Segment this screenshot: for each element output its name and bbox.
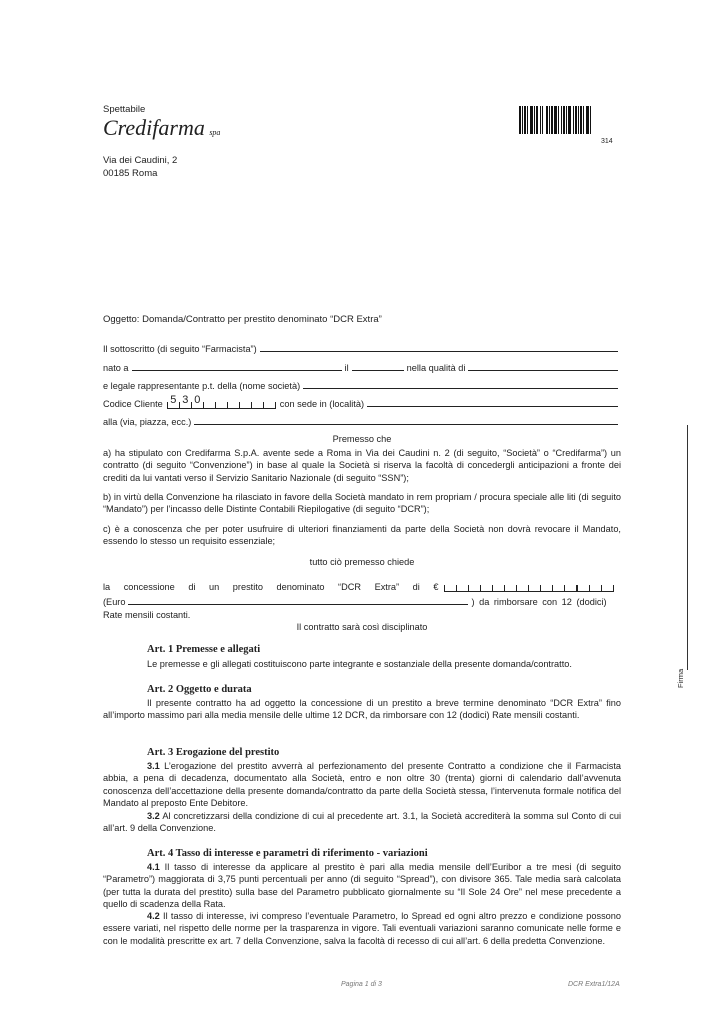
art4-1-num: 4.1	[147, 862, 160, 872]
art2-text: Il presente contratto ha ad oggetto la concessione di un prestito a breve termine denominato “DCR Extra” fino all’importo massimo pari alla media mensile delle ultime 12 DCR, da rimborsare con 12 (dodici) Rate mensili costanti.	[103, 698, 621, 721]
art2-title: Art. 2 Oggetto e durata	[147, 684, 252, 695]
code-digit-slot[interactable]	[191, 394, 203, 408]
address-line2: 00185 Roma	[103, 168, 158, 179]
art3-title: Art. 3 Erogazione del prestito	[147, 747, 280, 758]
salutation: Spettabile	[103, 104, 146, 115]
art4-2-num: 4.2	[147, 911, 160, 921]
art3-1-num: 3.1	[147, 761, 160, 771]
premesso-title: Premesso che	[332, 434, 392, 444]
page-number: Pagina 1 di 3	[341, 981, 382, 988]
address-line1: Via dei Caudini, 2	[103, 155, 178, 166]
amount-digit-slot[interactable]	[601, 585, 614, 591]
amount-digit-slot[interactable]	[492, 585, 504, 591]
euro-label: (Euro	[103, 597, 126, 607]
societa-row	[103, 377, 621, 391]
art3-2-text: Al concretizzarsi della condizione di cui al precedente art. 3.1, la Società accrediterà la somma sul Conto di cui all’art. 9 della Convenzione.	[103, 811, 621, 834]
code-digit-slot[interactable]	[167, 394, 179, 408]
premesso-c: c) è a conoscenza che per poter usufruire di ulteriori finanziamenti da parte della Società non dovrà revocare il Mandato, essendo lo stesso un requisito essenziale;	[103, 524, 621, 547]
sede-label: con sede in (località)	[279, 399, 365, 409]
sede-input[interactable]	[367, 405, 618, 407]
subject: Oggetto: Domanda/Contratto per prestito denominato “DCR Extra”	[103, 314, 382, 325]
importo-label: la concessione di un prestito denominato “DCR Extra” di €	[103, 582, 439, 592]
rimborso-label: ) da rimborsare con 12 (dodici)	[471, 597, 607, 607]
premesso-b: b) in virtù della Convenzione ha rilasciato in favore della Società mandato in rem propriam / procura speciale alle liti (di seguito “Mandato”) per l’incasso delle Distinte Contabili Riepilogative (di seguito “DCR”);	[103, 492, 621, 515]
firma-line[interactable]	[687, 425, 688, 670]
codice-cliente-input[interactable]	[167, 394, 276, 409]
firma-label: Firma	[676, 668, 685, 688]
indirizzo-label: alla (via, piazza, ecc.)	[103, 417, 192, 427]
birthplace-input[interactable]	[132, 369, 342, 371]
code-digit-slot[interactable]	[227, 402, 239, 408]
closing-text: Il contratto sarà così disciplinato	[296, 622, 428, 632]
barcode-number: 314	[601, 138, 613, 145]
amount-digit-slot[interactable]	[504, 585, 516, 591]
art3-2-num: 3.2	[147, 811, 160, 821]
code-digit-slot[interactable]	[215, 402, 227, 408]
art3-1-text: L’erogazione del prestito avverrà al perfezionamento del presente Contratto a condizione che il Farmacista abbia, a pena di decadenza, documentato alla Società, entro e non oltre 30 (trenta) giorni di calendario dall’avvenuta conoscenza dell’accettazione della presente domanda/contratto da parte della Società stessa, l’intervenuta formale notifica del Mandato al preposto Ente Debitore.	[103, 761, 621, 809]
art3-2	[103, 810, 621, 835]
importo-input[interactable]	[444, 580, 614, 592]
rate-text: Rate mensili costanti.	[103, 610, 191, 620]
art1-title: Art. 1 Premesse e allegati	[147, 644, 261, 655]
farmacista-label: Il sottoscritto (di seguito “Farmacista”)	[103, 344, 257, 354]
code-digit-slot[interactable]	[179, 394, 191, 408]
il-label: il	[344, 363, 349, 373]
euro-row	[103, 593, 621, 607]
code-digit: 3	[182, 394, 189, 406]
euro-words-input[interactable]	[128, 603, 468, 605]
indirizzo-row	[103, 413, 621, 427]
nato-label: nato a	[103, 363, 129, 373]
amount-digit-slot[interactable]	[540, 585, 552, 591]
birth-row	[103, 359, 621, 373]
qualita-input[interactable]	[468, 369, 618, 371]
farmacista-row	[103, 340, 621, 354]
codice-label: Codice Cliente	[103, 399, 163, 409]
code-digit-slot[interactable]	[263, 402, 276, 408]
art3-1	[103, 760, 621, 810]
farmacista-input[interactable]	[260, 350, 618, 352]
art1-text: Le premesse e gli allegati costituiscono parte integrante e sostanziale della presente domanda/contratto.	[147, 659, 572, 669]
code-digit-slot[interactable]	[239, 402, 251, 408]
qualita-label: nella qualità di	[406, 363, 466, 373]
amount-digit-slot[interactable]	[552, 585, 564, 591]
art4-1	[103, 861, 621, 911]
code-digit: 5	[170, 394, 177, 406]
birthdate-input[interactable]	[352, 369, 404, 371]
premesso-a: a) ha stipulato con Credifarma S.p.A. avente sede a Roma in Via dei Caudini n. 2 (di seguito, “Società” o “Credifarma”) un contratto (di seguito “Convenzione”) in base al quale la Società si riserva la facoltà di concedergli anticipazioni a fronte dei crediti da lui vantati verso il Servizio Sanitario Nazionale (di seguito “SSN”);	[103, 448, 621, 483]
art4-2	[103, 910, 621, 947]
barcode	[519, 106, 617, 134]
societa-label: e legale rappresentante p.t. della (nome società)	[103, 381, 301, 391]
code-digit: 0	[194, 394, 201, 406]
chiede-title: tutto ciò premesso chiede	[309, 557, 415, 567]
amount-digit-slot[interactable]	[528, 585, 540, 591]
amount-digit-slot[interactable]	[444, 585, 456, 591]
societa-input[interactable]	[303, 387, 618, 389]
importo-row	[103, 578, 621, 592]
indirizzo-input[interactable]	[194, 423, 618, 425]
amount-digit-slot[interactable]	[516, 585, 528, 591]
amount-digit-slot[interactable]	[480, 585, 492, 591]
barcode-gap	[591, 106, 592, 134]
amount-digit-slot[interactable]	[468, 585, 480, 591]
amount-digit-slot[interactable]	[564, 585, 576, 591]
art4-2-text: Il tasso di interesse, ivi compreso l’eventuale Parametro, lo Spread ed ogni altro prezzo e condizione possono essere variati, nel rispetto delle norme per la trasparenza in vigore. Tali eventuali variazioni saranno comunicate nelle forme e con le modalità prescritte ex art. 7 della Convenzione, salva la facoltà di recesso di cui all’art. 6 della predetta Convenzione.	[103, 911, 621, 946]
company-name: Credifarma	[103, 115, 205, 140]
company-logo	[103, 115, 220, 141]
amount-digit-slot[interactable]	[456, 585, 468, 591]
company-suffix: spa	[209, 128, 221, 137]
art4-title: Art. 4 Tasso di interesse e parametri di riferimento - variazioni	[147, 848, 428, 859]
codice-row	[103, 395, 621, 409]
amount-digit-slot[interactable]	[576, 585, 589, 591]
art4-1-text: Il tasso di interesse da applicare al prestito è pari alla media mensile dell’Euribor a tre mesi (di seguito “Parametro”) maggiorata di 3,75 punti percentuali per anno (di seguito “Spread”), con divisore 365. Tale media sarà calcolata (per tutta la durata del prestito) sulla base del Parametro pubblicato giornalmente su “Il Sole 24 Ore” nel mese precedente a quello di scadenza della Rata.	[103, 862, 621, 910]
code-digit-slot[interactable]	[203, 402, 215, 408]
code-digit-slot[interactable]	[251, 402, 263, 408]
document-code: DCR Extra1/12A	[568, 981, 620, 988]
amount-digit-slot[interactable]	[589, 585, 601, 591]
